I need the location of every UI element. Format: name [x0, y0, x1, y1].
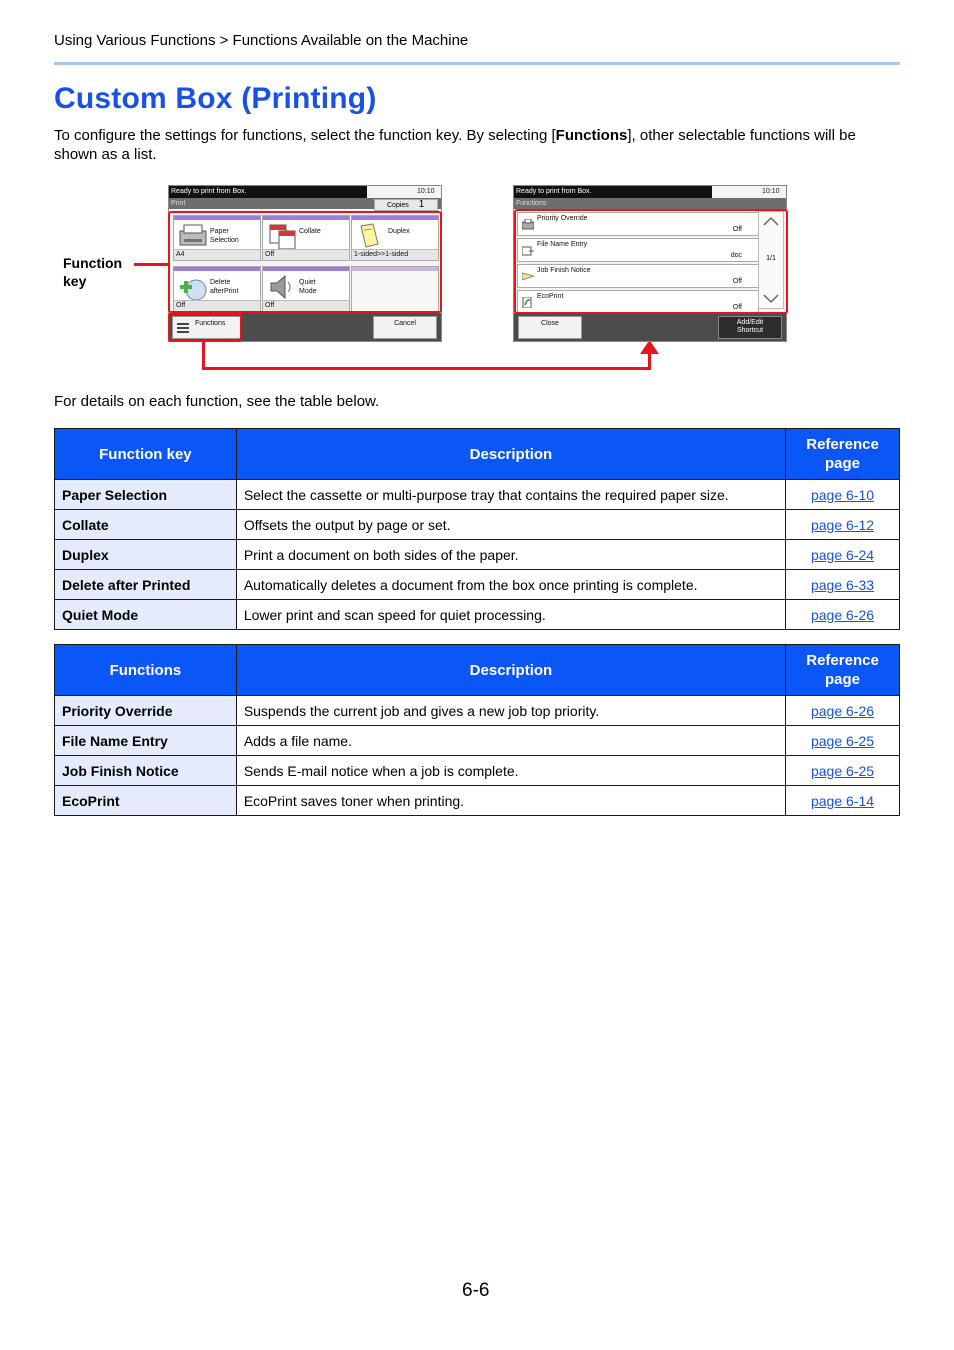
- th-reference: Reference page: [786, 645, 900, 696]
- function-key-callout-label: [63, 254, 122, 290]
- cell-desc: Offsets the output by page or set.: [236, 510, 785, 540]
- section-bar-2: Functions: [514, 198, 786, 209]
- page-title: Custom Box (Printing): [54, 82, 377, 115]
- intro-before: To configure the settings for functions, select the function key. By selecting [: [54, 127, 556, 144]
- cancel-button-label: Cancel: [394, 320, 416, 327]
- key-value-1: A4: [174, 249, 260, 260]
- connector-horizontal: [202, 367, 651, 370]
- section-bar: Print: [169, 198, 441, 209]
- intro-paragraph: [54, 126, 900, 164]
- ref-link[interactable]: page 6-12: [810, 516, 875, 533]
- cell-desc: Automatically deletes a document from the box once printing is complete.: [236, 570, 785, 600]
- key-label-5a: Quiet: [299, 279, 316, 286]
- add-edit-shortcut-button[interactable]: [718, 316, 782, 339]
- cell-key: Priority Override: [55, 696, 237, 726]
- ref-link[interactable]: page 6-25: [810, 762, 875, 779]
- close-button[interactable]: [518, 316, 582, 339]
- row-value-4: Off: [732, 304, 742, 311]
- cell-key: Job Finish Notice: [55, 756, 237, 786]
- copies-value: 1: [418, 199, 425, 210]
- row-value-3: Off: [732, 278, 742, 285]
- row-label-3: Job Finish Notice: [537, 267, 591, 274]
- page-number: 6-6: [462, 1280, 490, 1301]
- clock-2: 10:10: [762, 188, 780, 195]
- row-value-2: doc: [730, 252, 742, 259]
- th-description: Description: [236, 429, 785, 480]
- function-key-table: [54, 428, 900, 630]
- close-button-label: Close: [541, 320, 559, 327]
- table-row: [55, 540, 900, 570]
- cell-key: Quiet Mode: [55, 600, 237, 630]
- cell-key: EcoPrint: [55, 786, 237, 816]
- ref-link[interactable]: page 6-24: [810, 546, 875, 563]
- row-label-2: File Name Entry: [537, 241, 588, 248]
- function-keys-highlight: [168, 211, 442, 313]
- callout-label-line2: key: [63, 273, 87, 289]
- key-label-1b: Selection: [210, 237, 239, 244]
- ref-link[interactable]: page 6-14: [810, 792, 875, 809]
- copies-indicator: [374, 199, 438, 211]
- intro-bold: Functions: [555, 127, 628, 144]
- copies-label: Copies: [387, 202, 409, 209]
- status-bar-2: Ready to print from Box.: [514, 186, 712, 198]
- functions-button-highlight: [168, 313, 242, 342]
- key-value-5: Off: [263, 300, 349, 311]
- header-rule: [54, 62, 900, 65]
- shortcut-label-2: Shortcut: [736, 327, 764, 334]
- cell-desc: Select the cassette or multi-purpose tray that contains the required paper size.: [236, 480, 785, 510]
- table-row: [55, 696, 900, 726]
- intro-after: ], other selectable functions will be shown as a list.: [54, 127, 856, 163]
- cell-desc: Suspends the current job and gives a new job top priority.: [236, 696, 785, 726]
- details-text: For details on each function, see the table below.: [54, 393, 380, 410]
- table-row: [55, 570, 900, 600]
- cell-key: Paper Selection: [55, 480, 237, 510]
- table-row: [55, 726, 900, 756]
- cell-desc: Print a document on both sides of the paper.: [236, 540, 785, 570]
- cell-key: File Name Entry: [55, 726, 237, 756]
- cell-desc: EcoPrint saves toner when printing.: [236, 786, 785, 816]
- table-row: [55, 756, 900, 786]
- key-label-4b: afterPrint: [210, 288, 239, 295]
- key-label-5b: Mode: [299, 288, 317, 295]
- functions-table: [54, 644, 900, 816]
- cell-key: Duplex: [55, 540, 237, 570]
- cell-desc: Lower print and scan speed for quiet processing.: [236, 600, 785, 630]
- ref-link[interactable]: page 6-33: [810, 576, 875, 593]
- cell-desc: Adds a file name.: [236, 726, 785, 756]
- ref-link[interactable]: page 6-25: [810, 732, 875, 749]
- th-functions: Functions: [55, 645, 237, 696]
- table-row: [55, 600, 900, 630]
- row-label-1: Priority Override: [537, 215, 588, 222]
- table-row: [55, 510, 900, 540]
- key-label-3a: Duplex: [388, 228, 410, 235]
- ref-link[interactable]: page 6-26: [810, 606, 875, 623]
- arrow-up-icon: [640, 340, 659, 354]
- key-value-2: Off: [263, 249, 349, 260]
- row-value-1: Off: [732, 226, 742, 233]
- ref-link[interactable]: page 6-10: [810, 486, 875, 503]
- connector-down: [202, 340, 205, 370]
- th-reference: Reference page: [786, 429, 900, 480]
- clock: 10:10: [417, 188, 435, 195]
- key-value-4: Off: [174, 300, 260, 311]
- table-row: [55, 786, 900, 816]
- connector-up: [648, 352, 651, 370]
- page-indicator: 1/1: [766, 255, 776, 262]
- key-label-1a: Paper: [210, 228, 229, 235]
- bottom-bar-2: [514, 313, 786, 341]
- shortcut-label-1: Add/Edit: [736, 319, 764, 326]
- functions-list-highlight: [514, 209, 788, 314]
- cell-desc: Sends E-mail notice when a job is complete.: [236, 756, 785, 786]
- cancel-button[interactable]: [373, 316, 437, 339]
- ref-link[interactable]: page 6-26: [810, 702, 875, 719]
- table-row: [55, 480, 900, 510]
- row-label-4: EcoPrint: [537, 293, 564, 300]
- key-label-2a: Collate: [299, 228, 321, 235]
- cell-key: Delete after Printed: [55, 570, 237, 600]
- key-label-4a: Delete: [210, 279, 231, 286]
- th-function-key: Function key: [55, 429, 237, 480]
- status-bar: Ready to print from Box.: [169, 186, 367, 198]
- th-description: Description: [236, 645, 785, 696]
- key-value-3: 1-sided>>1-sided: [352, 249, 438, 260]
- cell-key: Collate: [55, 510, 237, 540]
- functions-button-label: Functions: [195, 320, 226, 327]
- breadcrumb: Using Various Functions > Functions Available on the Machine: [54, 32, 469, 49]
- callout-line: [134, 263, 170, 266]
- callout-label-line1: Function: [63, 255, 123, 271]
